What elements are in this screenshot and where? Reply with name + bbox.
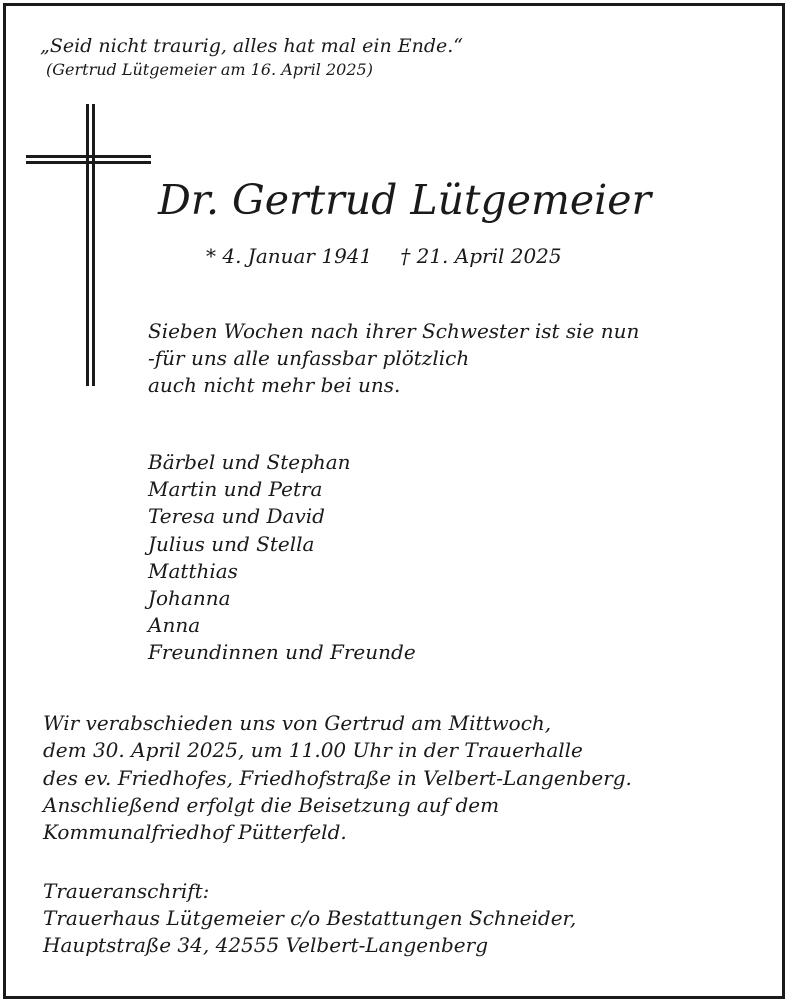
service-line: Anschließend erfolgt die Beisetzung auf dem (43, 792, 500, 817)
address-line: Hauptstraße 34, 42555 Velbert-Langenberg (43, 933, 489, 957)
funeral-service-info (43, 710, 632, 846)
family-member: Anna (148, 613, 201, 638)
cross-horizontal-line-bottom (26, 161, 151, 164)
deceased-name: Dr. Gertrud Lütgemeier (158, 176, 652, 224)
message-line: auch nicht mehr bei uns. (148, 373, 401, 397)
cross-vertical-line-left (86, 104, 89, 386)
family-member: Matthias (148, 558, 238, 583)
family-member: Teresa und David (148, 504, 325, 529)
quote-text: „Seid nicht traurig, alles hat mal ein Ende.“ (40, 35, 464, 57)
address-line: Trauerhaus Lütgemeier c/o Bestattungen Schneider, (43, 906, 577, 930)
address-label: Traueranschrift: (43, 879, 210, 903)
cross-vertical-line-right (92, 104, 95, 386)
death-date: † 21. April 2025 (400, 244, 562, 268)
service-line: dem 30. April 2025, um 11.00 Uhr in der Trauerhalle (43, 738, 583, 763)
birth-date: * 4. Januar 1941 (206, 244, 373, 268)
family-member: Julius und Stella (148, 531, 315, 556)
message-line: -für uns alle unfassbar plötzlich (148, 346, 470, 370)
family-member: Bärbel und Stephan (148, 450, 351, 474)
mourning-address (43, 878, 576, 959)
family-member: Martin und Petra (148, 477, 323, 502)
quote-source: (Gertrud Lütgemeier am 16. April 2025) (46, 60, 373, 79)
family-member: Freundinnen und Freunde (148, 640, 416, 665)
service-line: Wir verabschieden uns von Gertrud am Mittwoch, (43, 711, 552, 735)
message-line: Sieben Wochen nach ihrer Schwester ist sie nun (148, 319, 640, 343)
family-member: Johanna (148, 586, 231, 611)
cross-horizontal-line-top (26, 155, 151, 158)
service-line: des ev. Friedhofes, Friedhofstraße in Velbert-Langenberg. (43, 765, 632, 790)
message-block (148, 318, 639, 399)
service-line: Kommunalfriedhof Pütterfeld. (43, 820, 347, 845)
life-dates (206, 242, 562, 270)
family-list (148, 449, 416, 667)
